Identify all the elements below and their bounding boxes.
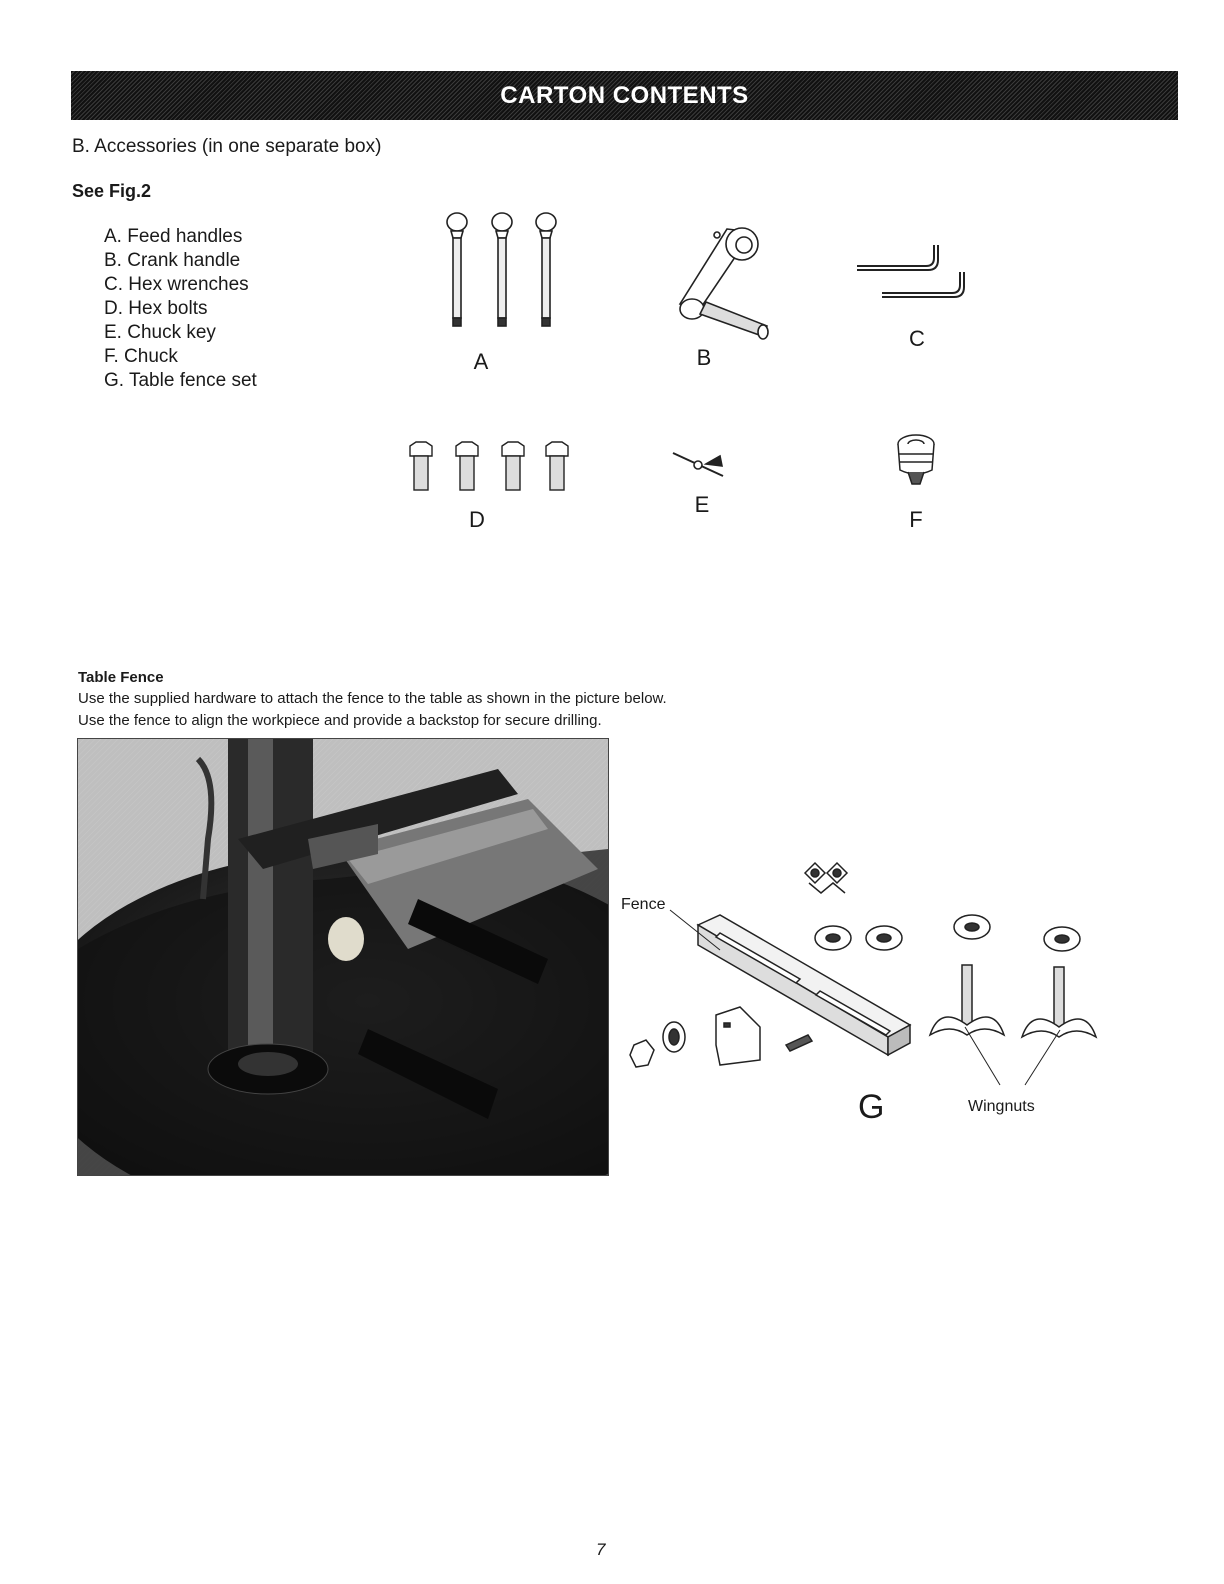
- drill-press-table-photo: [77, 738, 609, 1176]
- list-item: E. Chuck key: [104, 322, 216, 343]
- label-g: G: [858, 1088, 885, 1126]
- label-d: D: [469, 507, 485, 532]
- label-f: F: [909, 507, 923, 532]
- table-fence-line-2: Use the fence to align the workpiece and provide a backstop for secure drilling.: [78, 712, 602, 729]
- banner-title: CARTON CONTENTS: [500, 81, 749, 109]
- list-item: F. Chuck: [104, 346, 178, 367]
- list-item: A. Feed handles: [104, 226, 243, 247]
- list-item: G. Table fence set: [104, 370, 257, 391]
- table-fence-line-1: Use the supplied hardware to attach the fence to the table as shown in the picture below.: [78, 690, 667, 707]
- accessory-list: [104, 225, 257, 393]
- label-b: B: [696, 345, 712, 370]
- chuck-illustration: [890, 432, 945, 497]
- list-item: D. Hex bolts: [104, 298, 208, 319]
- section-banner: [71, 71, 1178, 120]
- wingnuts-callout: Wingnuts: [968, 1098, 1035, 1115]
- see-fig-label: See Fig.2: [72, 181, 152, 201]
- feed-handles-illustration: [436, 208, 566, 333]
- list-item: C. Hex wrenches: [104, 274, 249, 295]
- label-a: A: [473, 349, 489, 374]
- list-item: B. Crank handle: [104, 250, 241, 271]
- crank-handle-illustration: [672, 214, 792, 354]
- accessories-intro: B. Accessories (in one separate box): [72, 136, 382, 157]
- fence-callout: Fence: [621, 896, 666, 913]
- table-fence-title: Table Fence: [78, 669, 164, 686]
- chuck-key-illustration: [668, 448, 738, 483]
- hex-wrenches-illustration: [852, 240, 972, 305]
- table-fence-set-diagram: [620, 855, 1100, 1100]
- hex-bolts-illustration: [398, 440, 578, 500]
- page-number: 7: [596, 1540, 606, 1559]
- label-e: E: [694, 492, 710, 517]
- label-c: C: [909, 326, 925, 351]
